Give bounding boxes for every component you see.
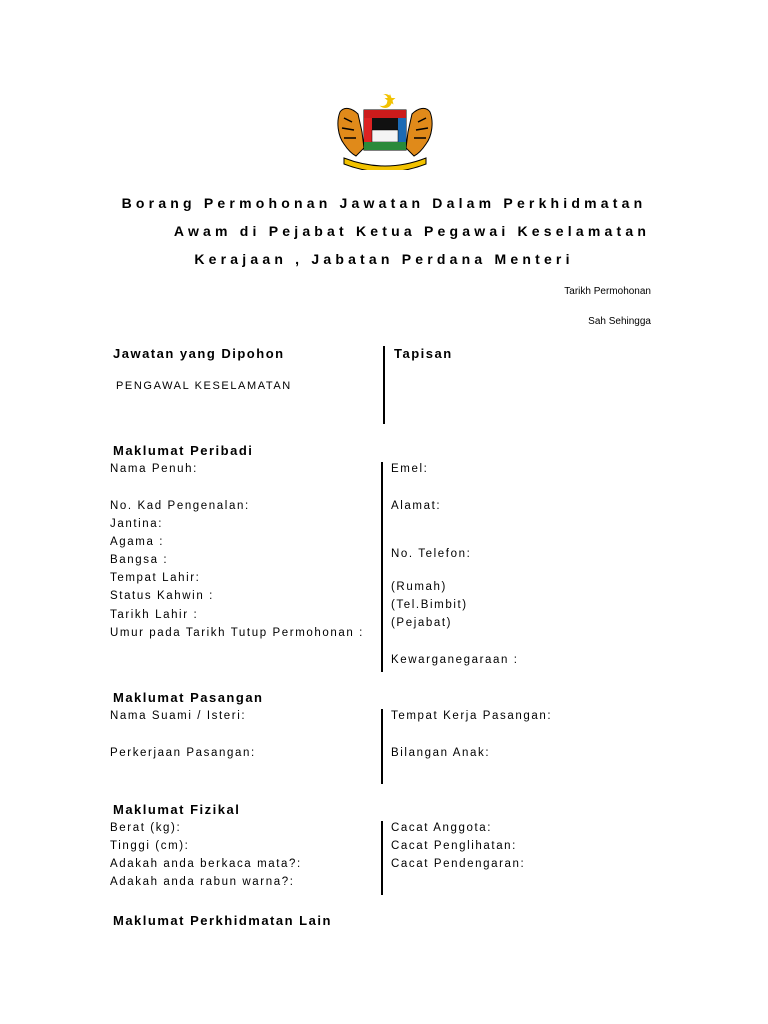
- agama-label: Agama :: [110, 536, 165, 548]
- jawatan-value: PENGAWAL KESELAMATAN: [116, 380, 292, 392]
- pejabat-label: (Pejabat): [391, 617, 453, 629]
- bimbit-label: (Tel.Bimbit): [391, 599, 468, 611]
- pekerjaan-pasangan-label: Perkerjaan Pasangan:: [110, 747, 256, 759]
- tapisan-heading: Tapisan: [394, 346, 453, 361]
- umur-label: Umur pada Tarikh Tutup Permohonan :: [110, 627, 364, 639]
- divider: [381, 462, 383, 672]
- telefon-label: No. Telefon:: [391, 548, 472, 560]
- divider: [381, 821, 383, 895]
- jantina-label: Jantina:: [110, 518, 164, 530]
- cacat-pendengaran-label: Cacat Pendengaran:: [391, 858, 526, 870]
- nama-penuh-label: Nama Penuh:: [110, 463, 198, 475]
- cacat-penglihatan-label: Cacat Penglihatan:: [391, 840, 517, 852]
- title-line-1: Borang Permohonan Jawatan Dalam Perkhidmatan: [121, 195, 647, 211]
- ic-label: No. Kad Pengenalan:: [110, 500, 250, 512]
- bangsa-label: Bangsa :: [110, 554, 169, 566]
- peribadi-heading: Maklumat Peribadi: [113, 443, 254, 458]
- rumah-label: (Rumah): [391, 581, 447, 593]
- pasangan-heading: Maklumat Pasangan: [113, 690, 264, 705]
- berat-label: Berat (kg):: [110, 822, 182, 834]
- jawatan-heading: Jawatan yang Dipohon: [113, 346, 285, 361]
- rabun-warna-label: Adakah anda rabun warna?:: [110, 876, 295, 888]
- kewarganegaraan-label: Kewarganegaraan :: [391, 654, 519, 666]
- alamat-label: Alamat:: [391, 500, 442, 512]
- title-line-3: Kerajaan , Jabatan Perdana Menteri: [194, 251, 574, 267]
- tempat-lahir-label: Tempat Lahir:: [110, 572, 201, 584]
- title-line-2: Awam di Pejabat Ketua Pegawai Keselamatan: [173, 223, 651, 239]
- berkaca-mata-label: Adakah anda berkaca mata?:: [110, 858, 302, 870]
- tinggi-label: Tinggi (cm):: [110, 840, 190, 852]
- malaysia-coat-of-arms-icon: [334, 92, 436, 170]
- status-kahwin-label: Status Kahwin :: [110, 590, 214, 602]
- emel-label: Emel:: [391, 463, 429, 475]
- divider: [383, 346, 385, 424]
- perkhidmatan-lain-heading: Maklumat Perkhidmatan Lain: [113, 913, 332, 928]
- bilangan-anak-label: Bilangan Anak:: [391, 747, 491, 759]
- cacat-anggota-label: Cacat Anggota:: [391, 822, 493, 834]
- tarikh-lahir-label: Tarikh Lahir :: [110, 609, 199, 621]
- sah-sehingga-label: Sah Sehingga: [588, 316, 651, 327]
- nama-pasangan-label: Nama Suami / Isteri:: [110, 710, 247, 722]
- tempat-kerja-label: Tempat Kerja Pasangan:: [391, 710, 553, 722]
- divider: [381, 709, 383, 784]
- fizikal-heading: Maklumat Fizikal: [113, 802, 241, 817]
- tarikh-permohonan-label: Tarikh Permohonan: [564, 286, 651, 297]
